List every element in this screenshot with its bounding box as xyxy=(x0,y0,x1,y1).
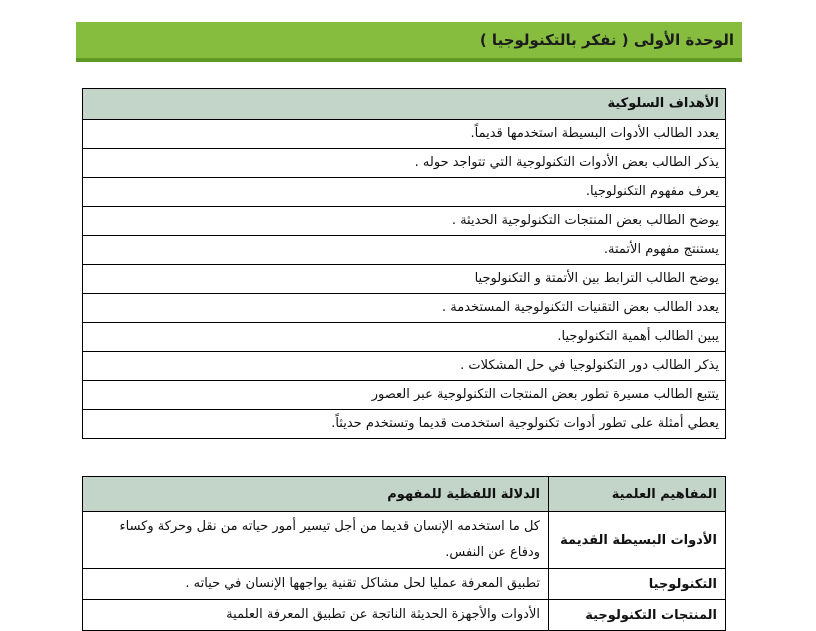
behavioral-goals-table xyxy=(82,88,726,439)
goal-item: يبين الطالب أهمية التكنولوجيا. xyxy=(83,323,726,352)
goal-row xyxy=(83,149,726,178)
unit-title: الوحدة الأولى ( نفكر بالتكنولوجيا ) xyxy=(479,31,734,49)
unit-banner xyxy=(76,22,742,62)
goal-row xyxy=(83,352,726,381)
goal-item: يعطي أمثلة على تطور أدوات تكنولوجية استخدمت قديما وتستخدم حديثاً. xyxy=(83,410,726,439)
goal-item: يستنتج مفهوم الأتمتة. xyxy=(83,236,726,265)
concept-definition: كل ما استخدمه الإنسان قديما من أجل تيسير أمور حياته من نقل وحركة وكساء ودفاع عن النفس. xyxy=(83,512,549,569)
goals-header-row xyxy=(83,89,726,120)
concept-row xyxy=(83,569,726,600)
goal-item: يعدد الطالب بعض التقنيات التكنولوجية المستخدمة . xyxy=(83,294,726,323)
goal-row xyxy=(83,381,726,410)
goal-row xyxy=(83,294,726,323)
goals-header: الأهداف السلوكية xyxy=(83,89,726,120)
concept-row xyxy=(83,600,726,631)
goal-row xyxy=(83,323,726,352)
goal-row xyxy=(83,178,726,207)
goal-item: يعدد الطالب الأدوات البسيطة استخدمها قديماً. xyxy=(83,120,726,149)
goal-item: يعرف مفهوم التكنولوجيا. xyxy=(83,178,726,207)
concept-definition: تطبيق المعرفة عمليا لحل مشاكل تقنية يواجهها الإنسان في حياته . xyxy=(83,569,549,600)
goal-row xyxy=(83,265,726,294)
concept-term: التكنولوجيا xyxy=(549,569,726,600)
goal-item: يوضح الطالب الترابط بين الأتمتة و التكنولوجيا xyxy=(83,265,726,294)
concepts-header-meaning: الدلالة اللفظية للمفهوم xyxy=(83,477,549,512)
concept-term: المنتجات التكنولوجية xyxy=(549,600,726,631)
goal-row xyxy=(83,236,726,265)
goal-item: يذكر الطالب بعض الأدوات التكنولوجية التي تتواجد حوله . xyxy=(83,149,726,178)
concept-definition: الأدوات والأجهزة الحديثة الناتجة عن تطبيق المعرفة العلمية xyxy=(83,600,549,631)
goal-row xyxy=(83,120,726,149)
concept-row xyxy=(83,512,726,569)
scientific-concepts-table xyxy=(82,476,726,631)
concepts-header-term: المفاهيم العلمية xyxy=(549,477,726,512)
concept-term: الأدوات البسيطة القديمة xyxy=(549,512,726,569)
concepts-header-row xyxy=(83,477,726,512)
goal-item: يوضح الطالب بعض المنتجات التكنولوجية الحديثة . xyxy=(83,207,726,236)
goal-item: يذكر الطالب دور التكنولوجيا في حل المشكلات . xyxy=(83,352,726,381)
goal-item: يتتبع الطالب مسيرة تطور بعض المنتجات التكنولوجية عبر العصور xyxy=(83,381,726,410)
goal-row xyxy=(83,410,726,439)
goal-row xyxy=(83,207,726,236)
